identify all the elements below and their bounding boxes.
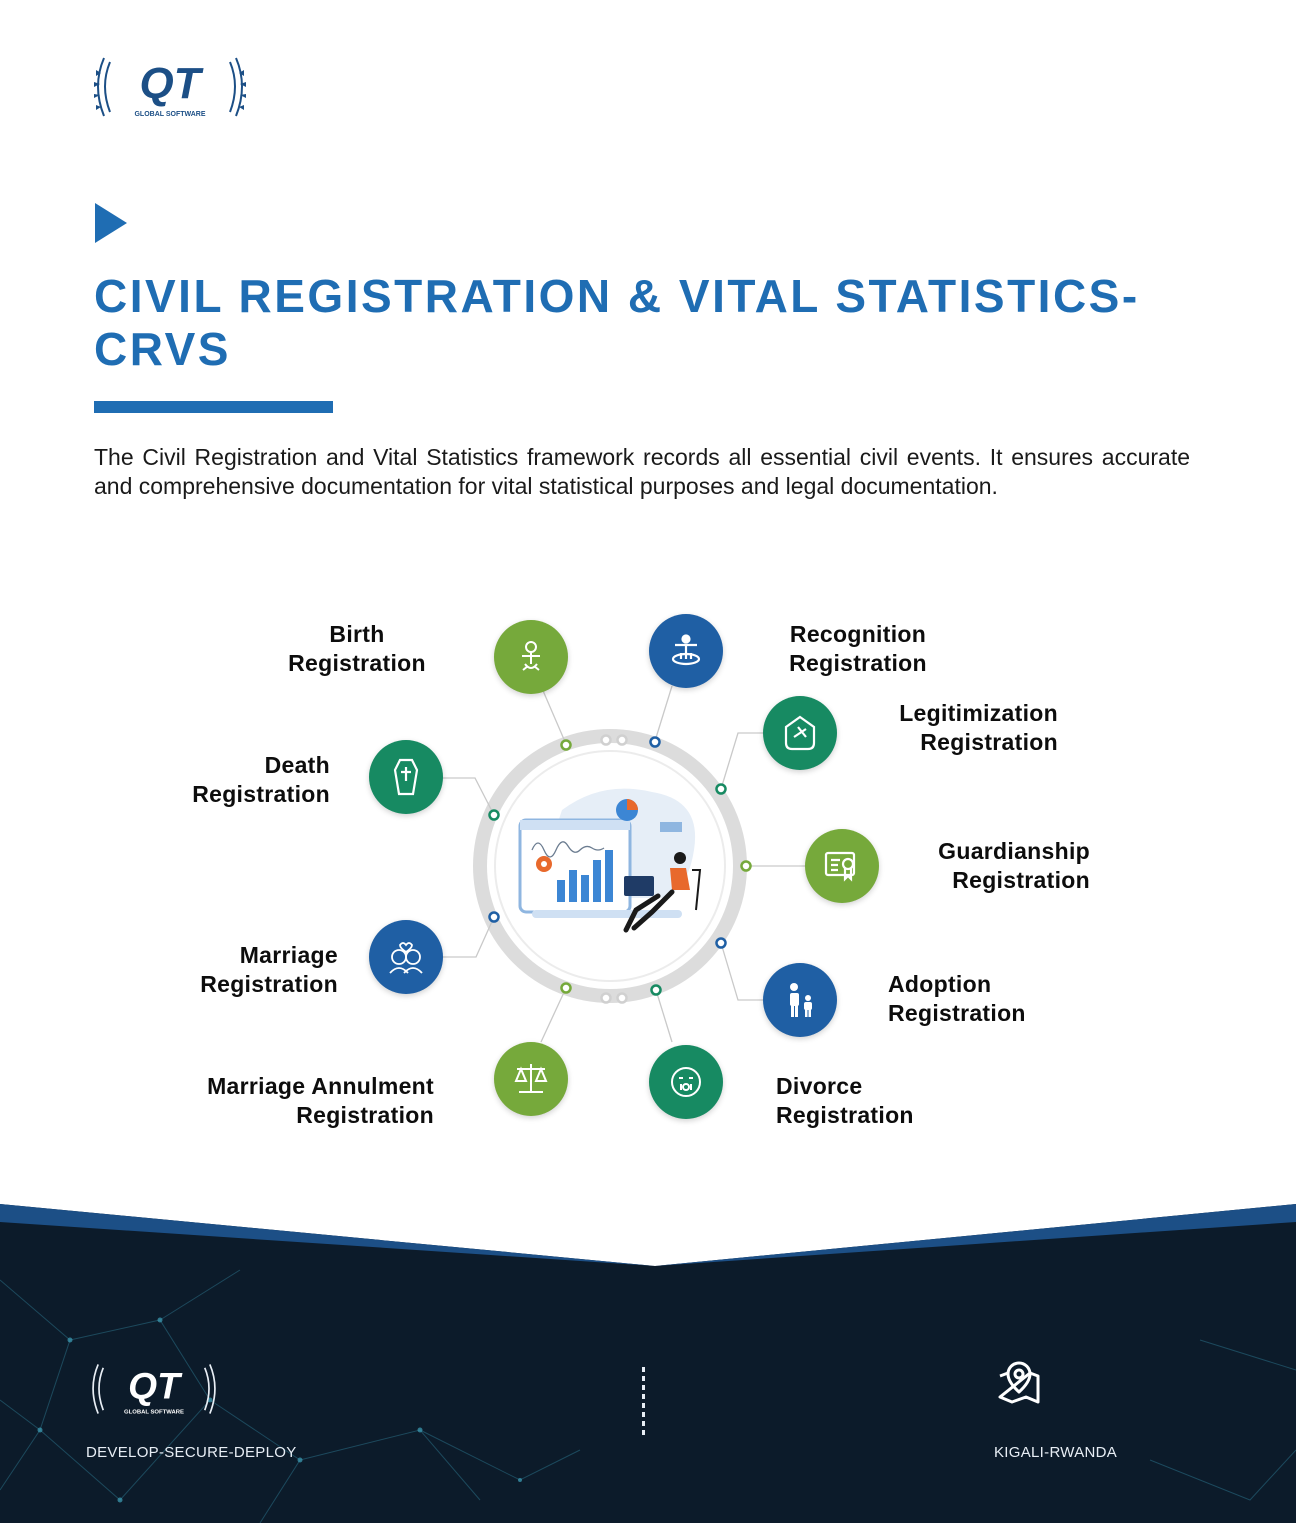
divorce-registration-label: Divorce Registration	[776, 1073, 914, 1128]
footer-divider	[642, 1367, 645, 1439]
person-recognition-icon	[666, 631, 706, 671]
couple-icon	[386, 937, 426, 977]
footer-logo-subtext: GLOBAL SOFTWARE	[124, 1409, 184, 1416]
adoption-registration-label: Adoption Registration	[888, 971, 1026, 1026]
footer-tagline: DEVELOP-SECURE-DEPLOY	[86, 1444, 297, 1461]
certificate-icon	[822, 846, 862, 886]
legitimization-registration-node[interactable]	[763, 696, 837, 770]
title-underline	[94, 401, 333, 413]
recognition-registration-label: Recognition Registration	[789, 621, 927, 676]
section-marker-arrow-icon	[95, 203, 127, 243]
birth-registration-node[interactable]	[494, 620, 568, 694]
divorce-registration-node[interactable]	[649, 1045, 723, 1119]
footer-logo-wordmark: QT	[128, 1364, 180, 1407]
logo-wordmark: QT	[139, 59, 201, 108]
adoption-registration-node[interactable]	[763, 963, 837, 1037]
marriage-registration-node[interactable]	[369, 920, 443, 994]
birth-registration-label: Birth Registration	[288, 621, 426, 676]
divorce-face-icon	[666, 1062, 706, 1102]
footer-logo	[86, 1356, 222, 1422]
qt-global-software-logo	[90, 48, 250, 126]
guardianship-registration-node[interactable]	[805, 829, 879, 903]
marriage-registration-label: Marriage Registration	[200, 942, 338, 997]
scales-icon	[511, 1059, 551, 1099]
legitimization-registration-label: Legitimization Registration	[899, 700, 1058, 755]
map-pin-icon	[996, 1360, 1042, 1406]
crvs-services-diagram	[0, 590, 1296, 1170]
page-title: CIVIL REGISTRATION & VITAL STATISTICS-CRVS	[94, 270, 1140, 375]
marriage-annulment-registration-node[interactable]	[494, 1042, 568, 1116]
baby-icon	[511, 637, 551, 677]
legitimization-shield-icon	[780, 713, 820, 753]
footer-location: KIGALI-RWANDA	[994, 1444, 1118, 1461]
logo-subtext: GLOBAL SOFTWARE	[134, 111, 206, 118]
death-registration-label: Death Registration	[192, 752, 330, 807]
guardianship-registration-label: Guardianship Registration	[938, 838, 1090, 893]
intro-paragraph: The Civil Registration and Vital Statistics framework records all essential civil events. It ensures accurate and comprehensive documentation for vital statistical purposes and legal documentation.	[94, 444, 1190, 499]
analytics-illustration	[512, 780, 712, 950]
parent-child-icon	[780, 980, 820, 1020]
marriage-annulment-registration-label: Marriage Annulment Registration	[207, 1073, 434, 1128]
death-registration-node[interactable]	[369, 740, 443, 814]
coffin-icon	[386, 757, 426, 797]
recognition-registration-node[interactable]	[649, 614, 723, 688]
